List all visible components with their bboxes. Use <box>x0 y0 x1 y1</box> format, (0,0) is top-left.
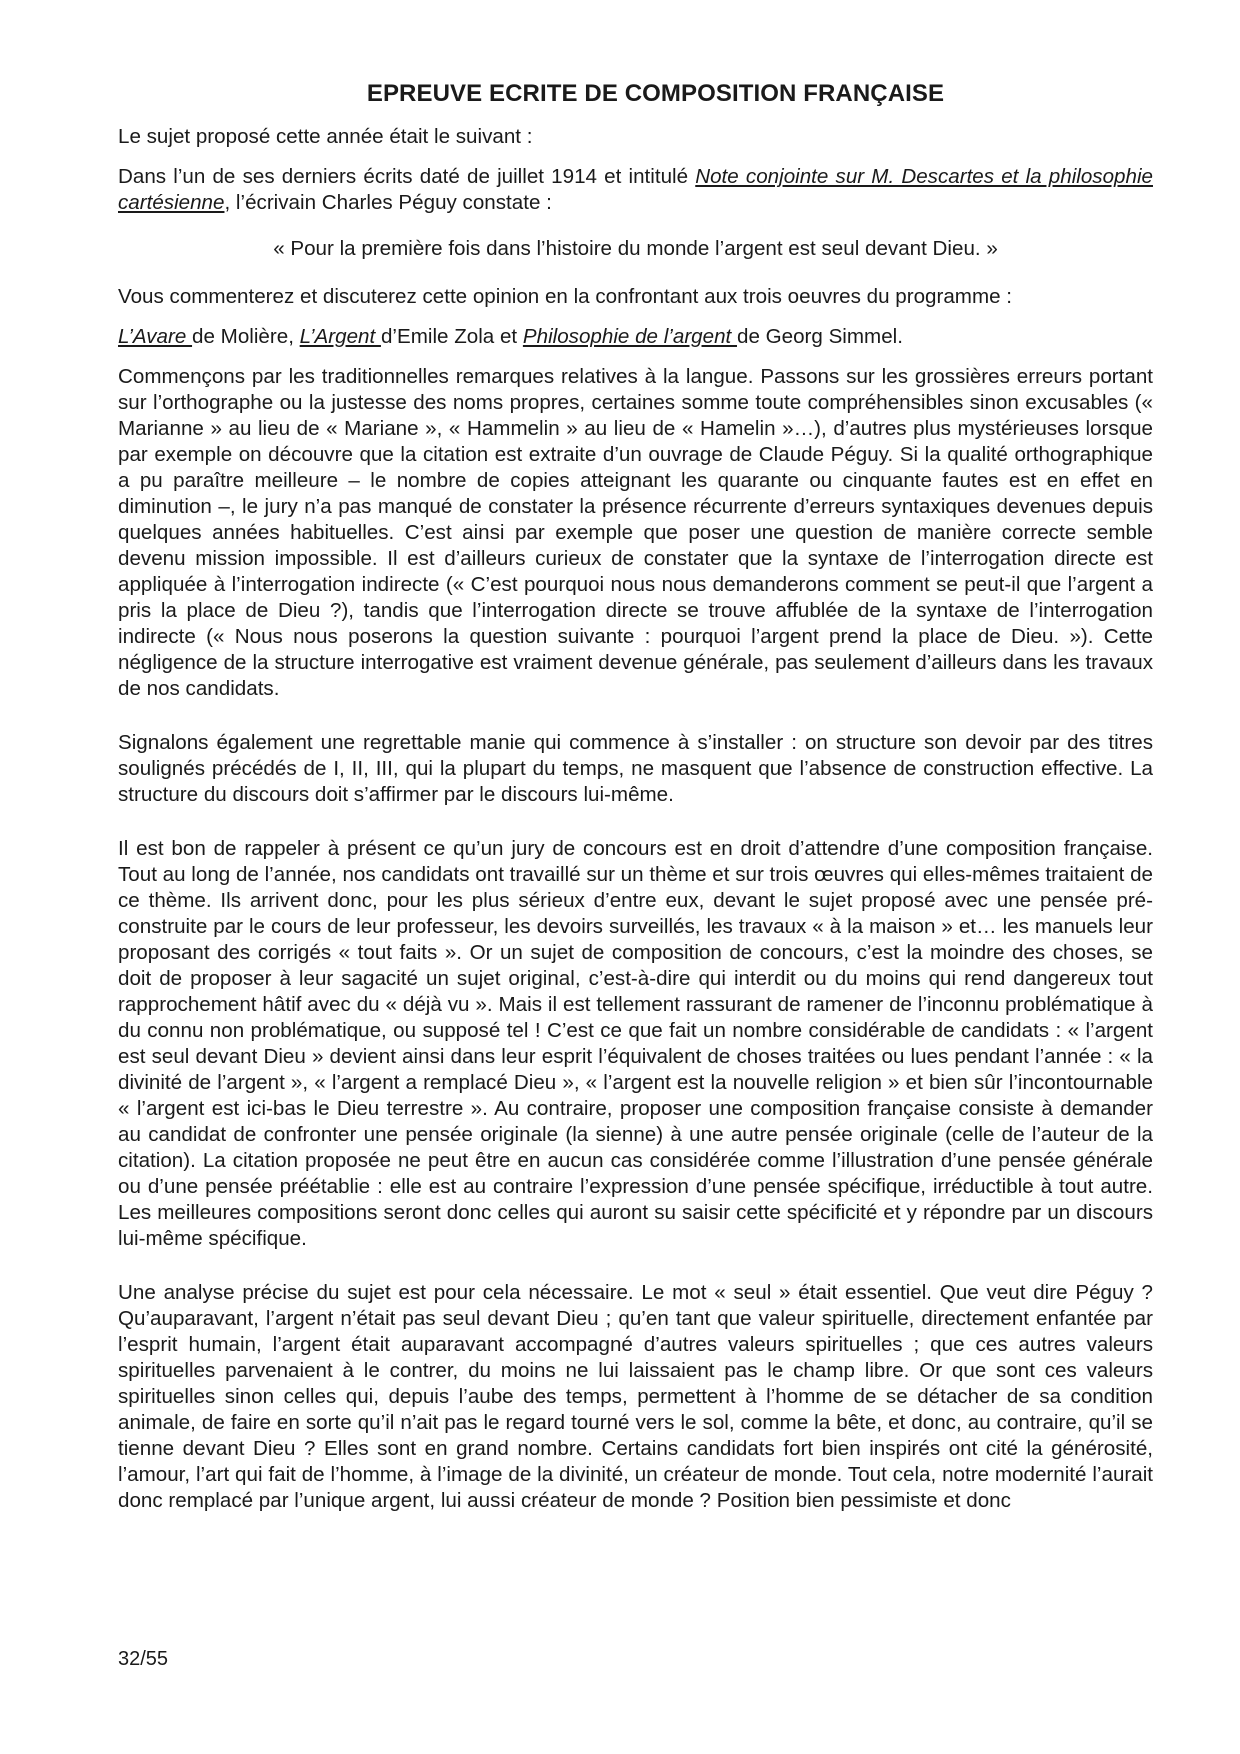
paragraph-structure: Signalons également une regrettable manie qui commence à s’installer : on structure son devoir par des titres soulignés précédés de I, II, III, qui la plupart du temps, ne masquent que l’absence de construction effective. La structure du discours doit s’affirmer par le discours lui-même. <box>118 731 1153 806</box>
work-3-title: Philosophie de l’argent <box>522 325 737 348</box>
paragraph-expectations: Il est bon de rappeler à présent ce qu’un jury de concours est en droit d’attendre d’une composition française. Tout au long de l’année, nos candidats ont travaillé sur un thème et sur trois œuvres qui elles-mêmes traitaient de ce thème. Ils arrivent donc, pour les plus sérieux d’entre eux, devant le sujet proposé avec une pensée pré-construite par le cours de leur professeur, les devoirs surveillés, les travaux « à la maison » et… les manuels leur proposant des corrigés « tout faits ». Or un sujet de composition de concours, c’est la moindre des choses, se doit de proposer à leur sagacité un sujet original, c’est-à-dire qui interdit ou du moins qui rend dangereux tout rapprochement hâtif avec du « déjà vu ». Mais il est tellement rassurant de ramener de l’inconnu problématique à du connu non problématique, ou supposé tel ! C’est ce que fait un nombre considérable de candidats : « l’argent est seul devant Dieu » devient ainsi dans leur esprit l’équivalent de choses traitées ou lues pendant l’année : « la divinité de l’argent », « l’argent a remplacé Dieu », « l’argent est la nouvelle religion » et bien sûr l’incontournable « l’argent est ici-bas le Dieu terrestre ». Au contraire, proposer une composition française consiste à demander au candidat de confronter une pensée originale (la sienne) à une autre pensée originale (celle de l’auteur de la citation). La citation proposée ne peut être en aucun cas considérée comme l’illustration d’une pensée générale ou d’une pensée préétablie : elle est au contraire l’expression d’une pensée spécifique, irréductible à tout autre. Les meilleures compositions seront donc celles qui auront su saisir cette spécificité et y répondre par un discours lui-même spécifique. <box>118 837 1153 1250</box>
document-title: EPREUVE ECRITE DE COMPOSITION FRANÇAISE <box>366 80 945 107</box>
intro-line: Le sujet proposé cette année était le suivant : <box>118 125 533 148</box>
subject-statement <box>118 164 1153 216</box>
work-1-title: L’Avare <box>118 325 193 348</box>
subject-work-title: Note conjointe sur M. Descartes et la philosophie cartésienne <box>118 165 1153 214</box>
peguy-quote: « Pour la première fois dans l’histoire du monde l’argent est seul devant Dieu. » <box>273 237 998 260</box>
work-2-author: d’Emile Zola et <box>380 325 523 348</box>
page-number: 32/55 <box>118 1648 169 1670</box>
work-3-author: de Georg Simmel. <box>736 325 903 348</box>
work-1-author: de Molière, <box>192 325 300 348</box>
paragraph-analysis: Une analyse précise du sujet est pour cela nécessaire. Le mot « seul » était essentiel. Que veut dire Péguy ? Qu’auparavant, l’argent n’était pas seul devant Dieu ; qu’en tant que valeur spirituelle, directement enfantée par l’esprit humain, l’argent était auparavant accompagné d’autres valeurs spirituelles ; que ces autres valeurs spirituelles parvenaient à le contrer, du moins ne lui laissaient pas le champ libre. Or que sont ces valeurs spirituelles sinon celles qui, depuis l’aube des temps, permettent à l’homme de se détacher de sa condition animale, de faire en sorte qu’il n’ait pas le regard tourné vers le sol, comme la bête, et donc, au contraire, qu’il se tienne devant Dieu ? Elles sont en grand nombre. Certains candidats fort bien inspirés ont cité la générosité, l’amour, l’art qui fait de l’homme, à l’image de la divinité, un créateur de monde. Tout cela, notre modernité l’aurait donc remplacé par l’unique argent, lui aussi créateur de monde ? Position bien pessimiste et donc <box>118 1281 1153 1512</box>
document-page <box>118 80 1153 1514</box>
subject-part2: , l’écrivain Charles Péguy constate : <box>224 191 552 214</box>
paragraph-language: Commençons par les traditionnelles remarques relatives à la langue. Passons sur les grossières erreurs portant sur l’orthographe ou la justesse des noms propres, certaines somme toute compréhensibles sinon excusables (« Marianne » au lieu de « Mariane », « Hammelin » au lieu de « Hamelin »…), d’autres plus mystérieuses lorsque par exemple on découvre que la citation est extraite d’un ouvrage de Claude Péguy. Si la qualité orthographique a pu paraître meilleure – le nombre de copies atteignant les quarante ou cinquante fautes est en effet en diminution –, le jury n’a pas manqué de constater la présence récurrente d’erreurs syntaxiques devenues depuis quelques années habituelles. C’est ainsi par exemple que poser une question de manière correcte semble devenu mission impossible. Il est d’ailleurs curieux de constater que la syntaxe de l’interrogation directe est appliquée à l’interrogation indirecte (« C’est pourquoi nous nous demanderons comment se peut-il que l’argent a pris la place de Dieu ?), tandis que l’interrogation directe se trouve affublée de la syntaxe de l’interrogation indirecte (« Nous nous poserons la question suivante : pourquoi l’argent prend la place de Dieu. »). Cette négligence de la structure interrogative est vraiment devenue générale, pas seulement d’ailleurs dans les travaux de nos candidats. <box>118 365 1153 700</box>
works-line <box>118 324 1153 350</box>
subject-part1: Dans l’un de ses derniers écrits daté de juillet 1914 et intitulé <box>118 165 696 188</box>
work-2-title: L’Argent <box>299 325 381 348</box>
instruction-line: Vous commenterez et discuterez cette opinion en la confrontant aux trois oeuvres du programme : <box>118 285 1013 308</box>
